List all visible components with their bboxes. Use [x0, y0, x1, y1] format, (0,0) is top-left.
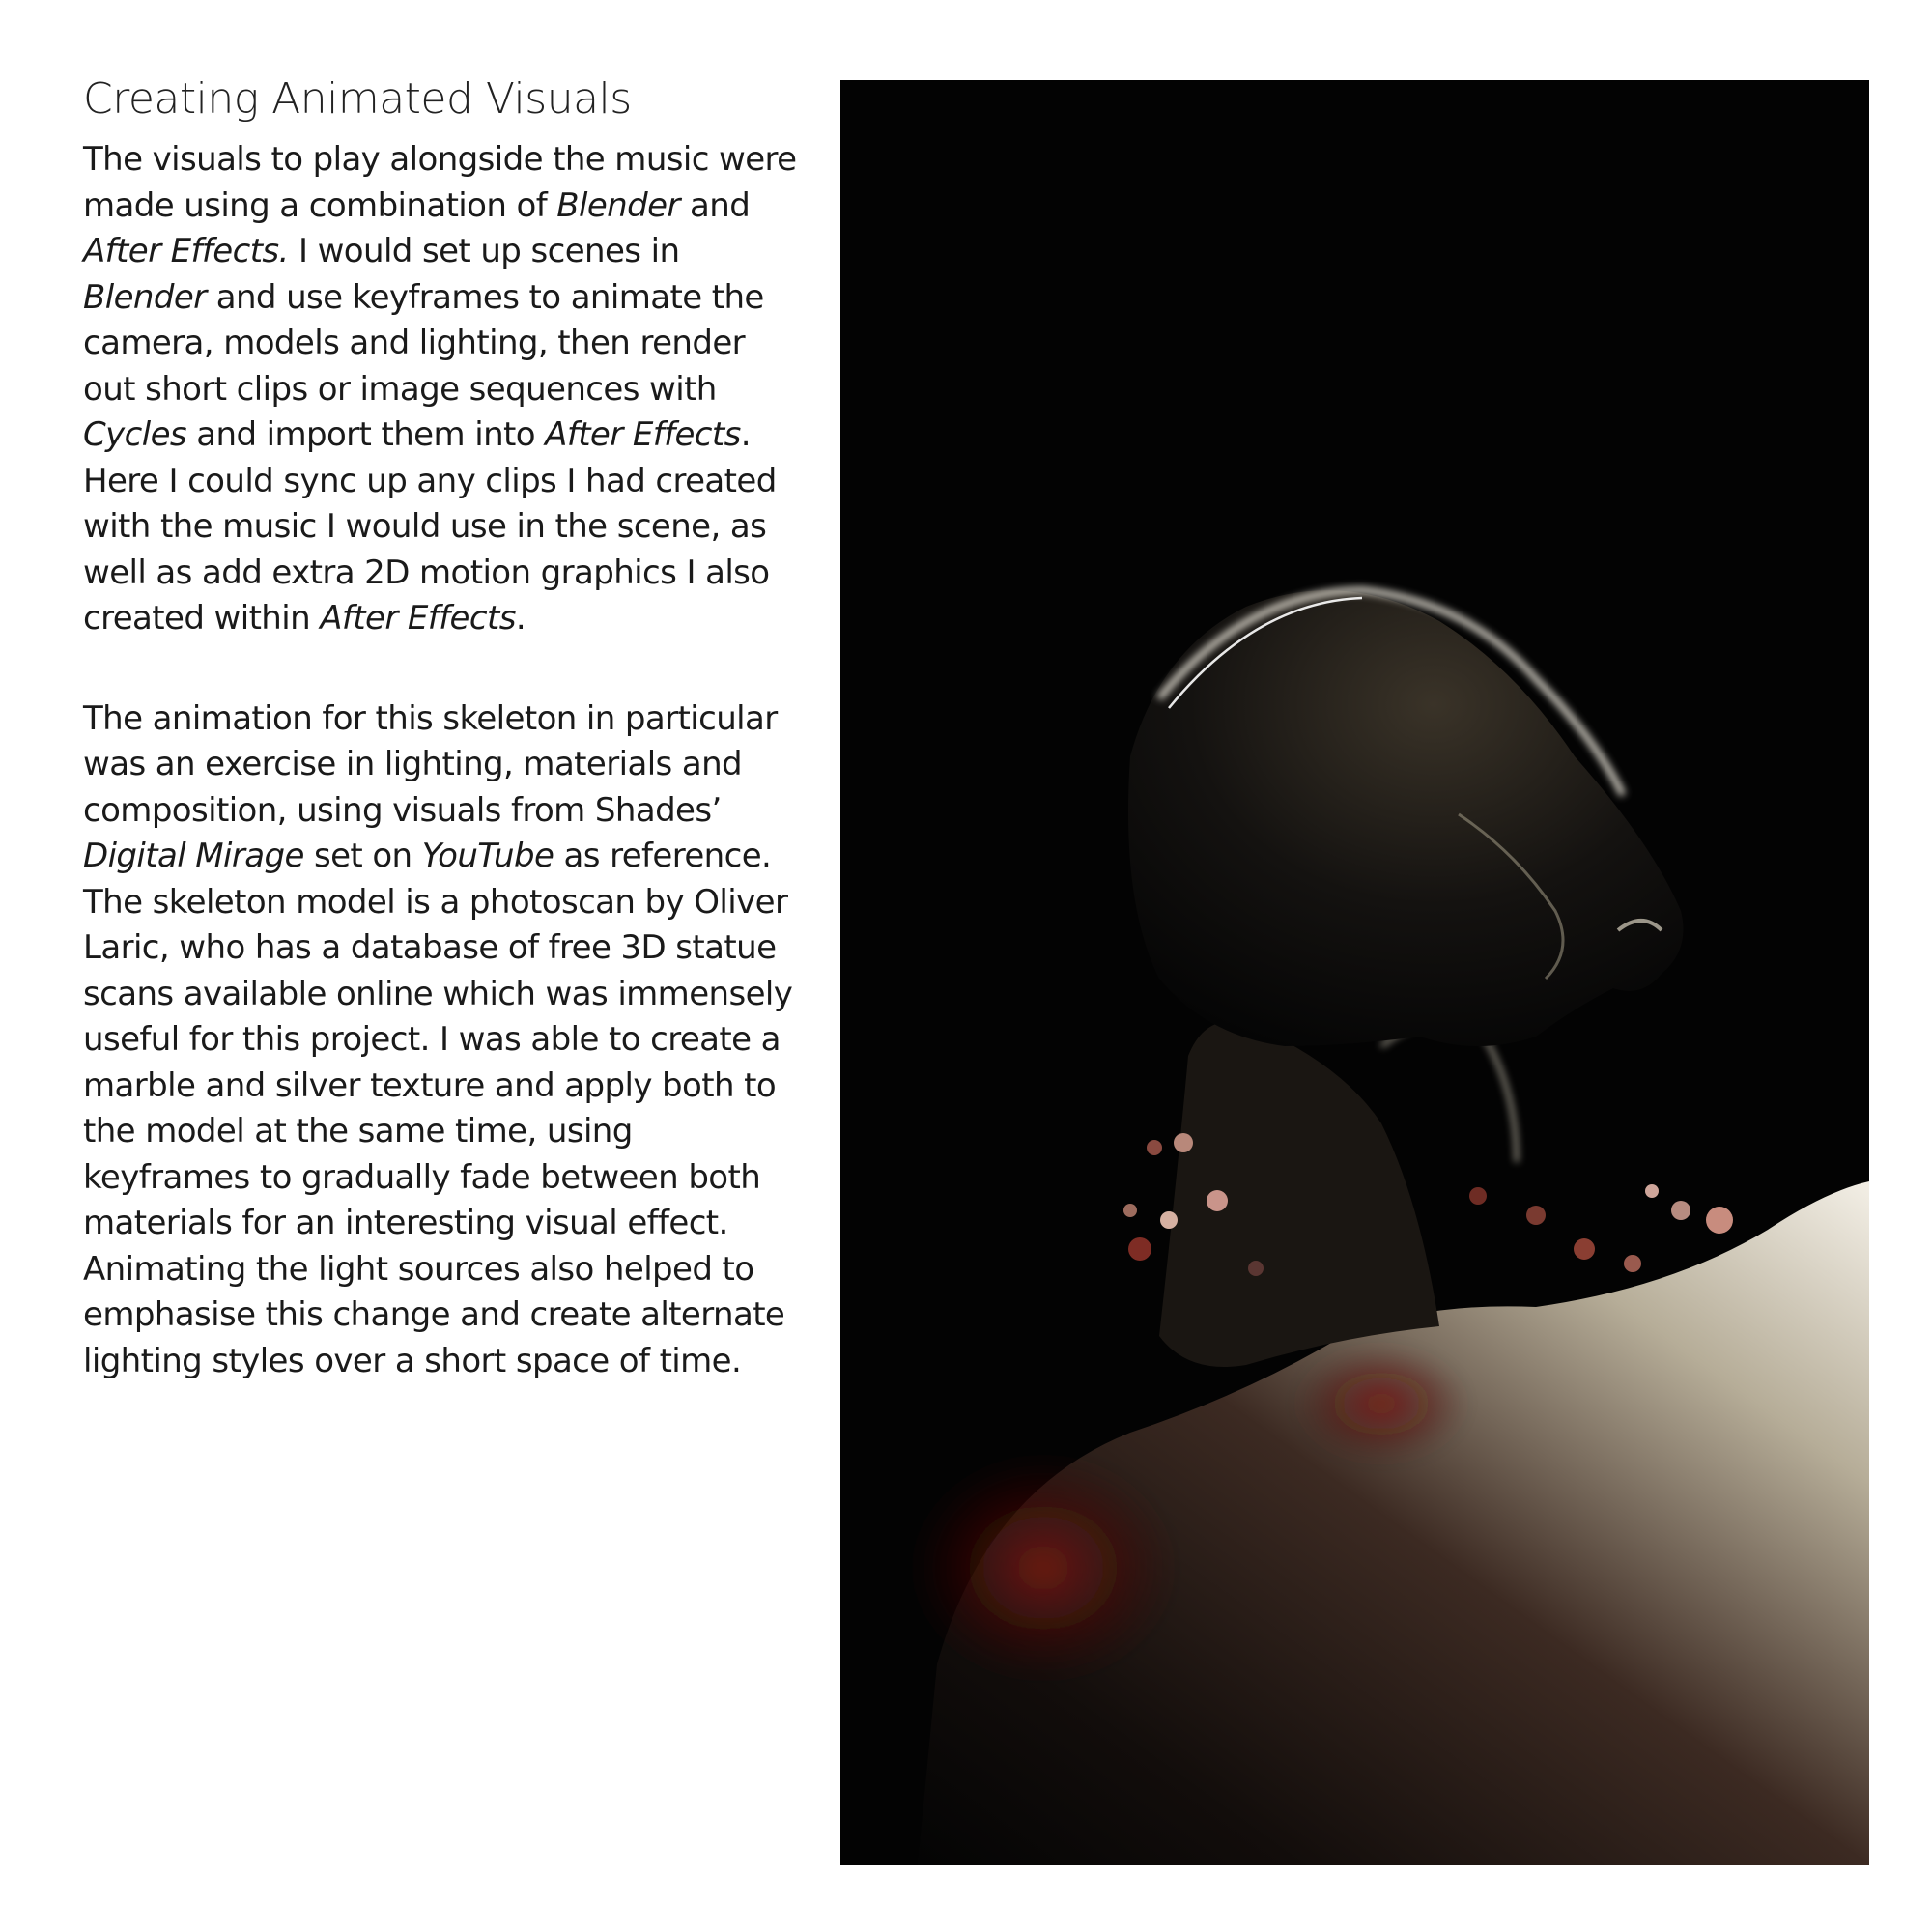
italic-term: After Effects — [320, 599, 516, 638]
italic-term: After Effects — [545, 415, 741, 454]
skeleton-render-image — [840, 80, 1869, 1865]
italic-term: Digital Mirage — [83, 837, 304, 875]
page-title: Creating Animated Visuals — [83, 74, 632, 124]
italic-term: Blender — [556, 185, 680, 225]
body-paragraph: The animation for this skeleton in particular was an exercise in lighting, materials and composition, using visuals from Shades’ Digital Mirage set on YouTube as reference. The skeleton model is a photoscan by Oliver Laric, who has a database of free 3D statue scans available online which was immensely useful for this project. I was able to create a marble and silver texture and apply both to the model at the same time, using keyframes to gradually fade between both materials for an interesting visual effect. Animating the light sources also helped to emphasise this change and create alternate lighting styles over a short space of time. — [83, 698, 793, 1380]
italic-term: Cycles — [83, 415, 187, 454]
italic-term: Blender — [83, 277, 207, 317]
italic-term: YouTube — [421, 837, 554, 875]
text-column — [83, 75, 798, 1384]
body-paragraph: The visuals to play alongside the music were made using a combination of Blender and After Effects. I would set up scenes in Blender and use keyframes to animate the camera, models and lighting, then render out short clips or image sequences with Cycles and import them into After Effects. Here I could sync up any clips I had created with the music I would use in the scene, as well as add extra 2D motion graphics I also created within After Effects. — [83, 140, 797, 638]
italic-term: After Effects. — [83, 232, 289, 270]
